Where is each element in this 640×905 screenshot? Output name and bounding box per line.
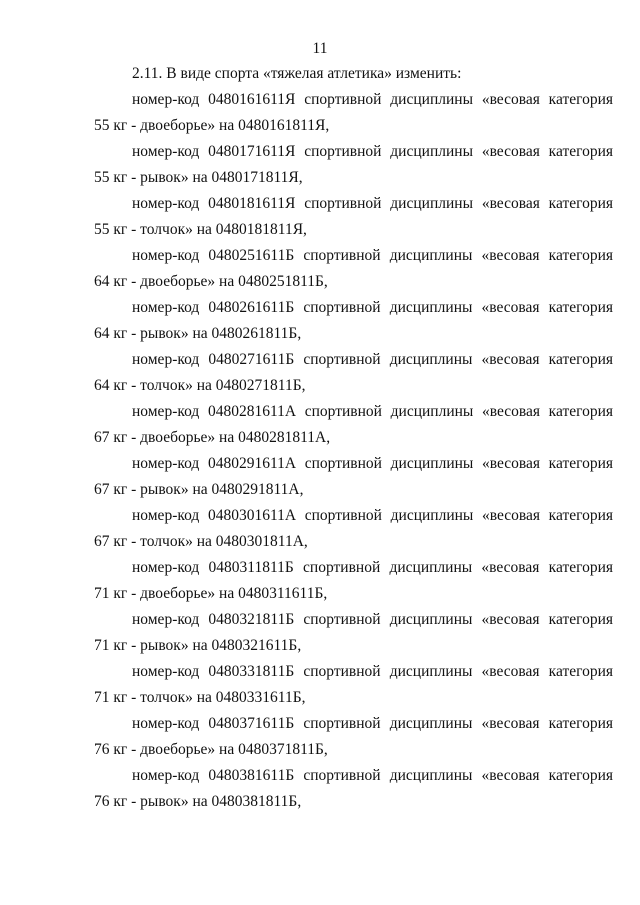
- amendment-line-category: 76 кг - двоеборье» на 0480371811Б,: [94, 741, 328, 758]
- amendment-line-category: 55 кг - толчок» на 0480181811Я,: [94, 221, 307, 238]
- amendment-list: [0, 86, 640, 814]
- page-number: 11: [312, 40, 328, 57]
- amendment-line-category: 55 кг - двоеборье» на 0480161811Я,: [94, 117, 330, 134]
- amendment-line-code: номер-код 0480301611А спортивной дисциплины «весовая категория: [132, 507, 613, 524]
- amendment-item: [0, 762, 640, 814]
- amendment-item: [0, 554, 640, 606]
- amendment-line-code: номер-код 0480171611Я спортивной дисциплины «весовая категория: [132, 143, 613, 160]
- amendment-line-category: 64 кг - двоеборье» на 0480251811Б,: [94, 273, 328, 290]
- amendment-item: [0, 502, 640, 554]
- amendment-item: [0, 658, 640, 710]
- amendment-line-category: 71 кг - толчок» на 0480331611Б,: [94, 689, 306, 706]
- amendment-line-category: 71 кг - рывок» на 0480321611Б,: [94, 637, 302, 654]
- amendment-line-code: номер-код 0480331811Б спортивной дисциплины «весовая категория: [132, 663, 613, 680]
- amendment-line-code: номер-код 0480281611А спортивной дисциплины «весовая категория: [132, 403, 613, 420]
- amendment-line-code: номер-код 0480381611Б спортивной дисциплины «весовая категория: [132, 767, 613, 784]
- amendment-line-code: номер-код 0480251611Б спортивной дисциплины «весовая категория: [132, 247, 613, 264]
- amendment-line-code: номер-код 0480311811Б спортивной дисциплины «весовая категория: [132, 559, 613, 576]
- amendment-item: [0, 138, 640, 190]
- amendment-line-code: номер-код 0480271611Б спортивной дисциплины «весовая категория: [132, 351, 613, 368]
- amendment-line-category: 76 кг - рывок» на 0480381811Б,: [94, 793, 302, 810]
- amendment-item: [0, 346, 640, 398]
- amendment-line-category: 67 кг - двоеборье» на 0480281811А,: [94, 429, 331, 446]
- amendment-line-code: номер-код 0480371611Б спортивной дисциплины «весовая категория: [132, 715, 613, 732]
- amendment-item: [0, 294, 640, 346]
- amendment-line-category: 67 кг - толчок» на 0480301811А,: [94, 533, 308, 550]
- amendment-item: [0, 398, 640, 450]
- section-heading: 2.11. В виде спорта «тяжелая атлетика» изменить:: [132, 65, 462, 82]
- amendment-item: [0, 86, 640, 138]
- amendment-line-category: 64 кг - рывок» на 0480261811Б,: [94, 325, 302, 342]
- amendment-item: [0, 450, 640, 502]
- amendment-line-category: 67 кг - рывок» на 0480291811А,: [94, 481, 304, 498]
- amendment-line-category: 71 кг - двоеборье» на 0480311611Б,: [94, 585, 328, 602]
- amendment-line-code: номер-код 0480261611Б спортивной дисциплины «весовая категория: [132, 299, 613, 316]
- amendment-item: [0, 190, 640, 242]
- amendment-line-code: номер-код 0480291611А спортивной дисциплины «весовая категория: [132, 455, 613, 472]
- amendment-line-code: номер-код 0480181611Я спортивной дисциплины «весовая категория: [132, 195, 613, 212]
- amendment-line-code: номер-код 0480321811Б спортивной дисциплины «весовая категория: [132, 611, 613, 628]
- amendment-line-category: 55 кг - рывок» на 0480171811Я,: [94, 169, 303, 186]
- amendment-item: [0, 606, 640, 658]
- amendment-line-category: 64 кг - толчок» на 0480271811Б,: [94, 377, 306, 394]
- amendment-line-code: номер-код 0480161611Я спортивной дисциплины «весовая категория: [132, 91, 613, 108]
- amendment-item: [0, 242, 640, 294]
- amendment-item: [0, 710, 640, 762]
